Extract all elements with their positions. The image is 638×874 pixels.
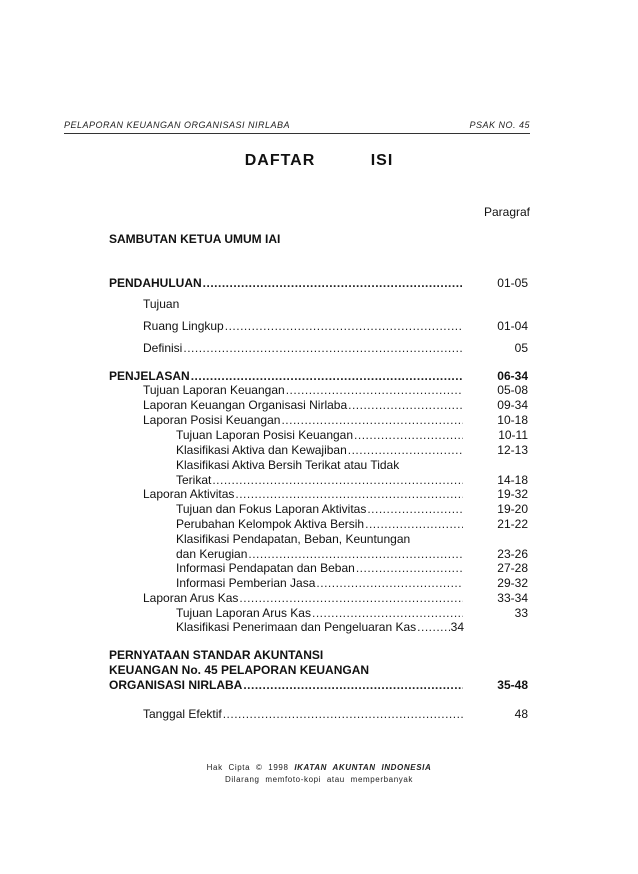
toc-page-number: 05 — [514, 341, 528, 355]
toc-label: ORGANISASI NIRLABA — [109, 678, 243, 692]
toc-klasifikasi-aktiva-bersih-line2 — [176, 473, 464, 488]
toc-page-number: 01-04 — [497, 319, 528, 333]
header-rule — [64, 133, 530, 134]
toc-page-number: 09-34 — [497, 398, 528, 412]
toc-label: Definisi — [143, 341, 183, 355]
toc-page-number: 01-05 — [497, 276, 528, 290]
toc-label: Laporan Keuangan Organisasi Nirlaba — [143, 398, 348, 412]
toc-klasifikasi-aktiva-kewajiban — [176, 443, 464, 458]
toc-laporan-posisi-keuangan — [143, 413, 464, 428]
toc-perubahan-kelompok — [176, 517, 464, 532]
dot-leader — [417, 620, 449, 635]
dot-leader — [203, 276, 463, 291]
dot-leader — [348, 398, 463, 413]
dot-leader — [183, 341, 463, 356]
toc-tujuan-laporan-posisi — [176, 428, 464, 443]
toc-page-number: 12-13 — [497, 443, 528, 457]
toc-label: Klasifikasi Aktiva dan Kewajiban — [176, 443, 347, 457]
toc-label: Klasifikasi Penerimaan dan Pengeluaran Kas — [176, 620, 417, 634]
dot-leader — [365, 517, 463, 532]
toc-penjelasan — [109, 369, 464, 384]
toc-page-number: 19-32 — [497, 487, 528, 501]
toc-label: Tujuan Laporan Keuangan — [143, 383, 285, 397]
toc-label: Tujuan dan Fokus Laporan Aktivitas — [176, 502, 367, 516]
toc-tujuan-arus-kas — [176, 606, 464, 621]
toc-page-number: 19-20 — [497, 502, 528, 516]
toc-label: Tujuan Laporan Arus Kas — [176, 606, 311, 620]
dot-leader — [235, 487, 463, 502]
dot-leader — [348, 443, 463, 458]
toc-label: Laporan Aktivitas — [143, 487, 235, 501]
dot-leader — [225, 319, 463, 334]
dot-leader — [212, 473, 463, 488]
toc-page-number: 06-34 — [497, 369, 528, 383]
toc-laporan-arus-kas — [143, 591, 464, 606]
dot-leader — [223, 707, 463, 722]
paragraf-column-heading: Paragraf — [483, 205, 530, 219]
toc-pernyataan-line3 — [109, 678, 464, 693]
toc-tujuan: Tujuan — [143, 297, 180, 311]
dot-leader — [248, 547, 463, 562]
toc-label: PENJELASAN — [109, 369, 190, 383]
toc-page-number: 35-48 — [497, 678, 528, 692]
toc-informasi-pemberian — [176, 576, 464, 591]
toc-label: dan Kerugian — [176, 547, 248, 561]
toc-pendahuluan — [109, 276, 464, 291]
toc-pernyataan-line2: KEUANGAN No. 45 PELAPORAN KEUANGAN — [109, 663, 370, 677]
toc-page-number: 33 — [514, 606, 528, 620]
toc-klasifikasi-penerimaan — [176, 620, 464, 635]
toc-tujuan-laporan-keuangan — [143, 383, 464, 398]
reproduction-notice: Dilarang memfoto-kopi atau memperbanyak — [224, 775, 414, 784]
toc-page-number: 27-28 — [497, 561, 528, 575]
toc-page-number: 33-34 — [497, 591, 528, 605]
toc-page-number: 10-11 — [498, 428, 528, 442]
copyright-prefix: Hak Cipta © 1998 — [206, 763, 289, 772]
toc-label: Laporan Arus Kas — [143, 591, 239, 605]
dot-leader — [239, 591, 463, 606]
toc-label: Ruang Lingkup — [143, 319, 224, 333]
dot-leader — [356, 561, 463, 576]
toc-laporan-aktivitas — [143, 487, 464, 502]
toc-label: Informasi Pendapatan dan Beban — [176, 561, 355, 575]
toc-page-number: 23-26 — [497, 547, 528, 561]
toc-klasifikasi-pendapatan-line2 — [176, 547, 464, 562]
toc-label: PENDAHULUAN — [109, 276, 202, 290]
toc-page-number: 14-18 — [497, 473, 528, 487]
dot-leader — [191, 369, 463, 384]
dot-leader — [312, 606, 463, 621]
dot-leader — [243, 678, 463, 693]
toc-label: Informasi Pemberian Jasa — [176, 576, 316, 590]
toc-label: Laporan Posisi Keuangan — [143, 413, 281, 427]
running-header-title: PELAPORAN KEUANGAN ORGANISASI NIRLABA — [64, 120, 291, 130]
dot-leader — [367, 502, 463, 517]
toc-informasi-pendapatan — [176, 561, 464, 576]
toc-label: Terikat — [176, 473, 212, 487]
toc-tujuan-fokus — [176, 502, 464, 517]
toc-pernyataan-line1: PERNYATAAN STANDAR AKUNTANSI — [109, 648, 324, 662]
copyright-organization: IKATAN AKUNTAN INDONESIA — [294, 763, 432, 772]
toc-label: Tanggal Efektif — [143, 707, 222, 721]
toc-page-number: 21-22 — [497, 517, 528, 531]
toc-page-number: 34 — [450, 620, 464, 634]
toc-page-number: 05-08 — [497, 383, 528, 397]
copyright-line — [0, 763, 638, 772]
toc-sambutan: SAMBUTAN KETUA UMUM IAI — [109, 232, 281, 246]
toc-label: Tujuan Laporan Posisi Keuangan — [176, 428, 354, 442]
toc-page-number: 48 — [514, 707, 528, 721]
toc-klasifikasi-pendapatan-line1: Klasifikasi Pendapatan, Beban, Keuntungan — [176, 532, 411, 546]
dot-leader — [281, 413, 463, 428]
toc-tanggal-efektif — [143, 707, 464, 722]
dot-leader — [286, 383, 463, 398]
toc-ruang-lingkup — [143, 319, 464, 334]
toc-klasifikasi-aktiva-bersih-line1: Klasifikasi Aktiva Bersih Terikat atau Tidak — [176, 458, 400, 472]
dot-leader — [354, 428, 463, 443]
toc-label: Perubahan Kelompok Aktiva Bersih — [176, 517, 365, 531]
toc-definisi — [143, 341, 464, 356]
dot-leader — [316, 576, 463, 591]
toc-page-number: 10-18 — [497, 413, 528, 427]
running-header-standard: PSAK NO. 45 — [469, 120, 530, 130]
page-title: DAFTAR ISI — [244, 152, 394, 169]
toc-page-number: 29-32 — [497, 576, 528, 590]
toc-laporan-keuangan-nirlaba — [143, 398, 464, 413]
